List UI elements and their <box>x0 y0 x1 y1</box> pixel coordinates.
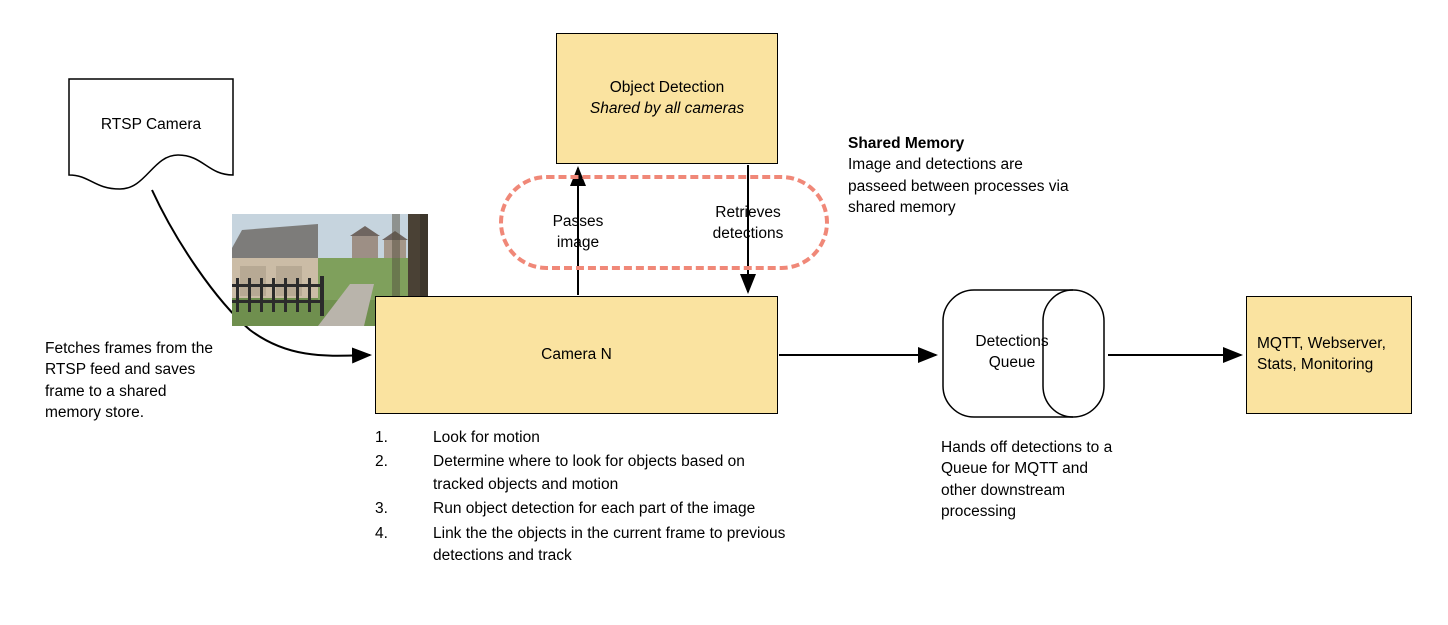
node-camera-n <box>375 296 778 414</box>
note-queue-handoff: Hands off detections to a Queue for MQTT and other downstream processing <box>941 439 1113 521</box>
node-object-detection-label: Object Detection <box>609 78 725 96</box>
camera-step-4-number: 4. <box>375 524 388 542</box>
note-fetch-frames: Fetches frames from the RTSP feed and saves frame to a shared memory store. <box>45 340 213 422</box>
camera-step-3 <box>375 498 795 520</box>
camera-steps-list <box>375 427 795 570</box>
camera-step-1 <box>375 427 795 449</box>
camera-step-4 <box>375 523 795 568</box>
edge-label-retrieves-detections: Retrieves detections <box>712 204 784 242</box>
node-detections-queue-label: Detections Queue <box>975 333 1049 371</box>
note-shared-memory-body: Image and detections are passeed between processes via shared memory <box>848 156 1069 217</box>
node-mqtt-webserver-label: MQTT, Webserver, Stats, Monitoring <box>1257 335 1386 373</box>
camera-step-2-number: 2. <box>375 453 388 471</box>
camera-step-3-text: Run object detection for each part of the image <box>433 500 756 518</box>
edge-label-passes-image: Passes image <box>552 213 604 251</box>
node-camera-n-label: Camera N <box>541 345 612 363</box>
camera-step-4-text: Link the the objects in the current frame to previous detections and track <box>433 524 786 565</box>
node-object-detection-sublabel: Shared by all cameras <box>589 99 745 117</box>
camera-step-1-number: 1. <box>375 429 388 446</box>
note-shared-memory-title: Shared Memory <box>848 135 965 152</box>
camera-step-2-text: Determine where to look for objects based on tracked objects and motion <box>433 453 745 493</box>
camera-step-2 <box>375 451 795 496</box>
node-mqtt-webserver <box>1246 296 1412 414</box>
camera-step-1-text: Look for motion <box>433 429 540 446</box>
node-rtsp-camera <box>68 78 234 190</box>
node-detections-queue <box>941 288 1106 419</box>
camera-step-3-number: 3. <box>375 500 388 518</box>
note-shared-memory <box>848 133 1073 219</box>
node-rtsp-camera-label: RTSP Camera <box>100 116 202 133</box>
node-object-detection <box>556 33 778 164</box>
